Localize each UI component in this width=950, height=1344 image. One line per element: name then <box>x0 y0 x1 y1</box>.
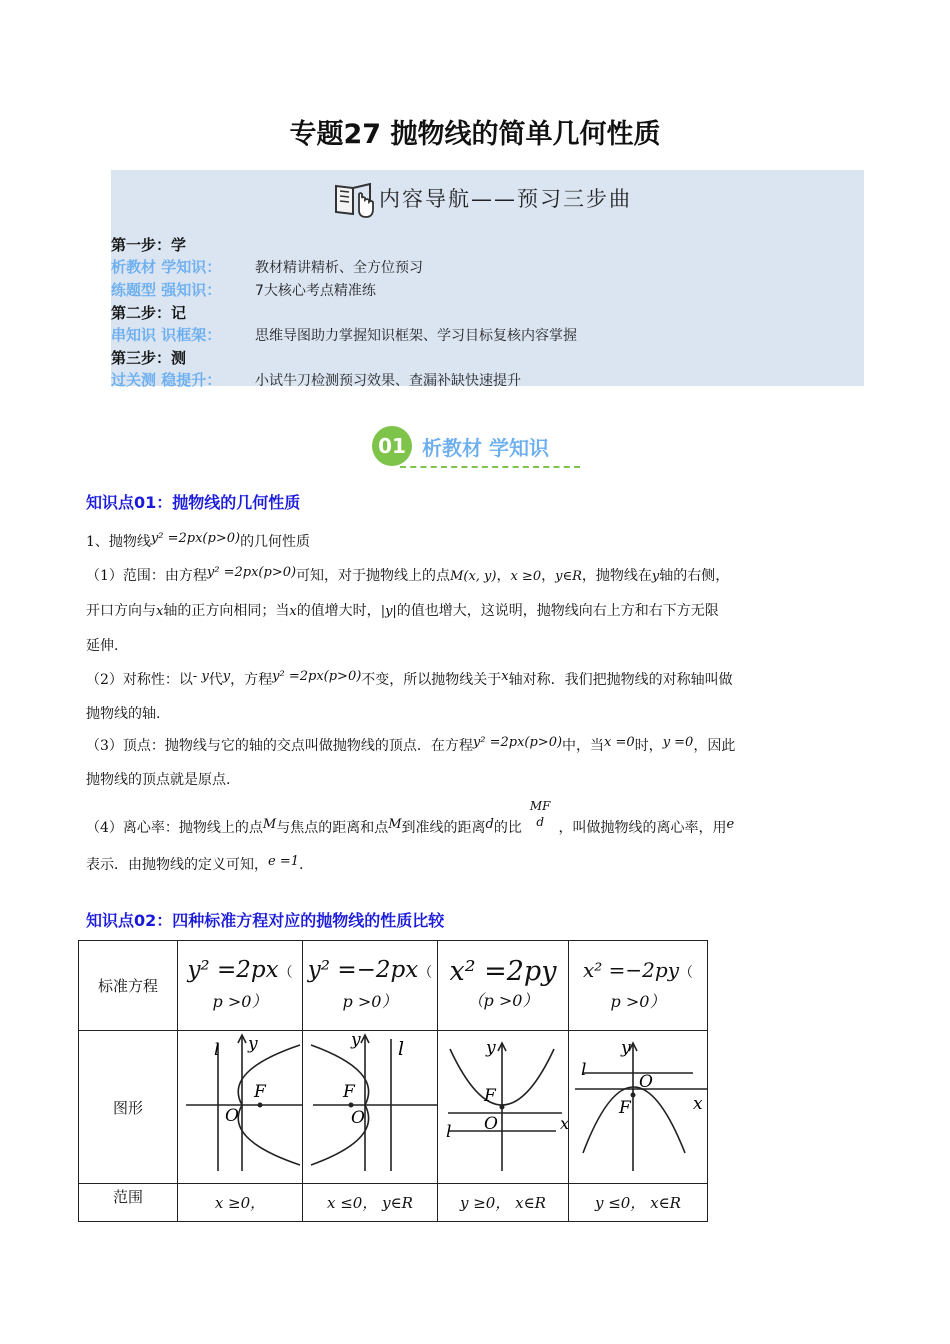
svg-text:O: O <box>225 1106 239 1126</box>
eq-cell-3: x² =2py （p >0） <box>438 941 569 1031</box>
nav-line-2: 练题型 强知识： 7大核心考点精准练 <box>111 281 376 299</box>
svg-text:y: y <box>486 1038 496 1058</box>
nav-line-3: 串知识 识框架： 思维导图助力掌握知识框架、学习目标复核内容掌握 <box>111 326 577 344</box>
svg-text:l: l <box>446 1122 452 1142</box>
section-number: 01 <box>372 426 412 466</box>
graph-cell-1 <box>178 1031 303 1184</box>
knowledge-point-2-title: 知识点02：四种标准方程对应的抛物线的性质比较 <box>86 911 445 930</box>
eq-cell-1: y² =2px（ p >0） <box>178 941 303 1031</box>
step-1: 第一步：学 <box>111 236 187 254</box>
nav-steps <box>111 234 577 392</box>
svg-text:x: x <box>693 1094 703 1114</box>
svg-text:O: O <box>484 1114 498 1134</box>
step-2: 第二步：记 <box>111 304 187 322</box>
svg-text:O: O <box>639 1072 653 1092</box>
graph-cell-4 <box>569 1031 708 1184</box>
table-row-range <box>79 1184 708 1222</box>
parabola-left-graph <box>303 1031 437 1179</box>
content-nav-panel <box>111 170 864 389</box>
range-cell-1: x ≥0， <box>178 1184 303 1222</box>
book-hand-icon <box>333 176 377 220</box>
svg-text:F: F <box>619 1098 631 1118</box>
parabola-up-graph <box>438 1031 568 1179</box>
eq-cell-4: x² =−2py（ p >0） <box>569 941 708 1031</box>
row-label-range: 范围 <box>79 1184 178 1222</box>
svg-text:y: y <box>248 1034 258 1054</box>
table-row-graphs <box>79 1031 708 1184</box>
range-cell-3: y ≥0， x∈R <box>438 1184 569 1222</box>
nav-line-1: 析教材 学知识： 教材精讲精析、全方位预习 <box>111 258 423 276</box>
section-badge <box>372 426 549 466</box>
comparison-table <box>78 940 708 1222</box>
graph-cell-2 <box>303 1031 438 1184</box>
property-vertex: （3）顶点：抛物线与它的轴的交点叫做抛物线的顶点．在方程y² =2px(p>0)中，当x =0时，y =0，因此 抛物线的顶点就是原点. <box>86 735 736 788</box>
parabola-down-graph <box>569 1031 707 1179</box>
eq-cell-2: y² =−2px（ p >0） <box>303 941 438 1031</box>
svg-text:F: F <box>484 1086 496 1106</box>
parabola-right-graph <box>178 1031 302 1179</box>
svg-text:l: l <box>398 1038 405 1060</box>
range-cell-2: x ≤0， y∈R <box>303 1184 438 1222</box>
range-cell-4: y ≤0， x∈R <box>569 1184 708 1222</box>
nav-heading-text: 内容导航——预习三步曲 <box>379 187 632 211</box>
property-range: （1）范围：由方程y² =2px(p>0)可知，对于抛物线上的点M(x, y)，x ≥0，y∈R，抛物线在y轴的右侧， 开口方向与x轴的正方向相同；当x的值增大时，|y|的值也增大，这说明，抛物线向右上方和右下方无限 延伸. <box>86 565 730 654</box>
table-row-equations <box>79 941 708 1031</box>
svg-text:F: F <box>343 1082 355 1102</box>
graph-cell-3 <box>438 1031 569 1184</box>
nav-line-4: 过关测 稳提升： 小试牛刀检测预习效果、查漏补缺快速提升 <box>111 371 521 389</box>
knowledge-point-1-title: 知识点01：抛物线的几何性质 <box>86 493 301 512</box>
page-title: 专题27 抛物线的简单几何性质 <box>289 119 661 150</box>
svg-text:y: y <box>351 1030 361 1050</box>
row-label-equation: 标准方程 <box>79 941 178 1031</box>
property-symmetry: （2）对称性：以- y代y，方程y² =2px(p>0)不变，所以抛物线关于x轴对称．我们把抛物线的对称轴叫做 抛物线的轴. <box>86 669 733 722</box>
svg-text:y: y <box>621 1038 631 1058</box>
svg-text:F: F <box>254 1082 266 1102</box>
svg-text:l: l <box>581 1060 587 1080</box>
fraction-mf-d: MF d <box>529 799 551 829</box>
nav-heading <box>333 176 632 220</box>
svg-text:x: x <box>560 1114 570 1133</box>
svg-text:l: l <box>214 1040 220 1060</box>
section-title: 析教材 学知识 <box>422 435 549 460</box>
svg-text:O: O <box>351 1108 365 1128</box>
intro-line: 1、抛物线y² =2px(p>0)的几何性质 <box>86 531 311 550</box>
property-eccentricity: （4）离心率：抛物线上的点M与焦点的距离和点M到准线的距离d的比 MF d ，叫做抛物线的离心率，用e 表示．由抛物线的定义可知，e =1. <box>86 799 735 873</box>
row-label-graph: 图形 <box>79 1031 178 1184</box>
badge-underline <box>400 466 580 468</box>
step-3: 第三步：测 <box>111 349 187 367</box>
